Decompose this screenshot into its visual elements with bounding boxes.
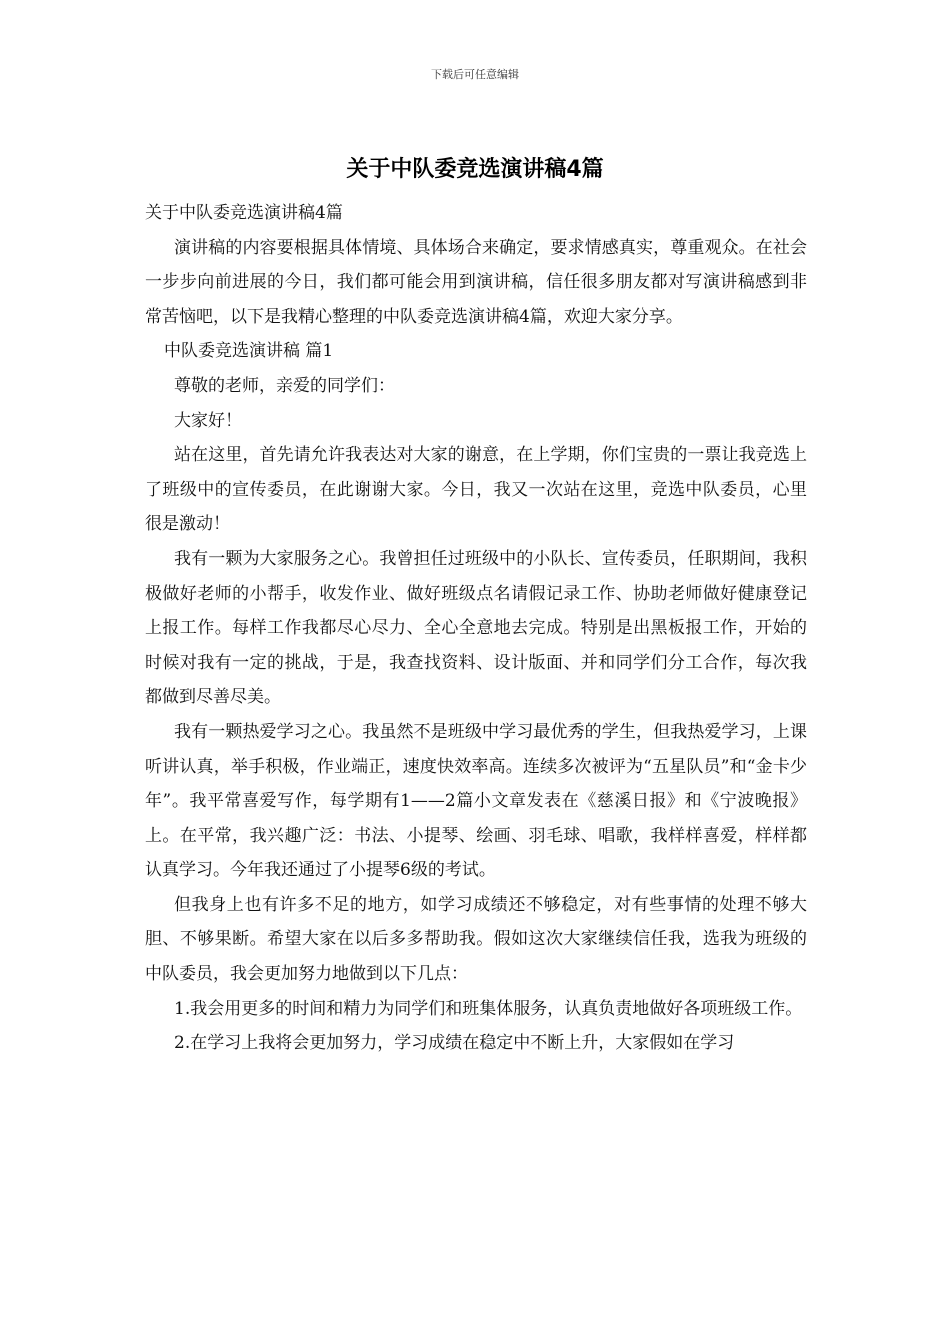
list-item: 1.我会用更多的时间和精力为同学们和班集体服务，认真负责地做好各项班级工作。 xyxy=(174,998,803,1019)
body-paragraph: 但我身上也有许多不足的地方，如学习成绩还不够稳定，对有些事情的处理不够大胆、不够果断。希望大家在以后多多帮助我。假如这次大家继续信任我，选我为班级的中队委员，我会更加努力地做到以下几点： xyxy=(145,894,807,985)
greeting: 大家好！ xyxy=(174,410,242,431)
document-title: 关于中队委竞选演讲稿4篇 xyxy=(346,157,604,182)
subtitle-line: 关于中队委竞选演讲稿4篇 xyxy=(145,203,343,223)
body-paragraph: 我有一颗热爱学习之心。我虽然不是班级中学习最优秀的学生，但我热爱学习，上课听讲认真，举手积极，作业端正，速度快效率高。连续多次被评为“五星队员”和“金卡少年”。我平常喜爱写作，每学期有1——2篇小文章发表在《慈溪日报》和《宁波晚报》上。在平常，我兴趣广泛：书法、小提琴、绘画、羽毛球、唱歌，我样样喜爱，样样都认真学习。今年我还通过了小提琴6级的考试。 xyxy=(145,721,807,881)
salutation: 尊敬的老师，亲爱的同学们： xyxy=(174,375,395,396)
document-body xyxy=(145,196,807,1061)
intro-paragraph: 演讲稿的内容要根据具体情境、具体场合来确定，要求情感真实，尊重观众。在社会一步步向前进展的今日，我们都可能会用到演讲稿，信任很多朋友都对写演讲稿感到非常苦恼吧，以下是我精心整理的中队委竞选演讲稿4篇，欢迎大家分享。 xyxy=(145,237,807,327)
page-header-note: 下载后可任意编辑 xyxy=(431,68,519,81)
body-paragraph: 我有一颗为大家服务之心。我曾担任过班级中的小队长、宣传委员，任职期间，我积极做好老师的小帮手，收发作业、做好班级点名请假记录工作、协助老师做好健康登记上报工作。每样工作我都尽心尽力、全心全意地去完成。特别是出黑板报工作，开始的时候对我有一定的挑战，于是，我查找资料、设计版面、并和同学们分工合作，每次我都做到尽善尽美。 xyxy=(145,548,807,708)
body-paragraph: 站在这里，首先请允许我表达对大家的谢意，在上学期，你们宝贵的一票让我竞选上了班级中的宣传委员，在此谢谢大家。今日，我又一次站在这里，竞选中队委员，心里很是激动！ xyxy=(145,445,807,535)
section-heading-1: 中队委竞选演讲稿 篇1 xyxy=(164,341,334,362)
list-item: 2.在学习上我将会更加努力，学习成绩在稳定中不断上升，大家假如在学习 xyxy=(174,1033,735,1054)
